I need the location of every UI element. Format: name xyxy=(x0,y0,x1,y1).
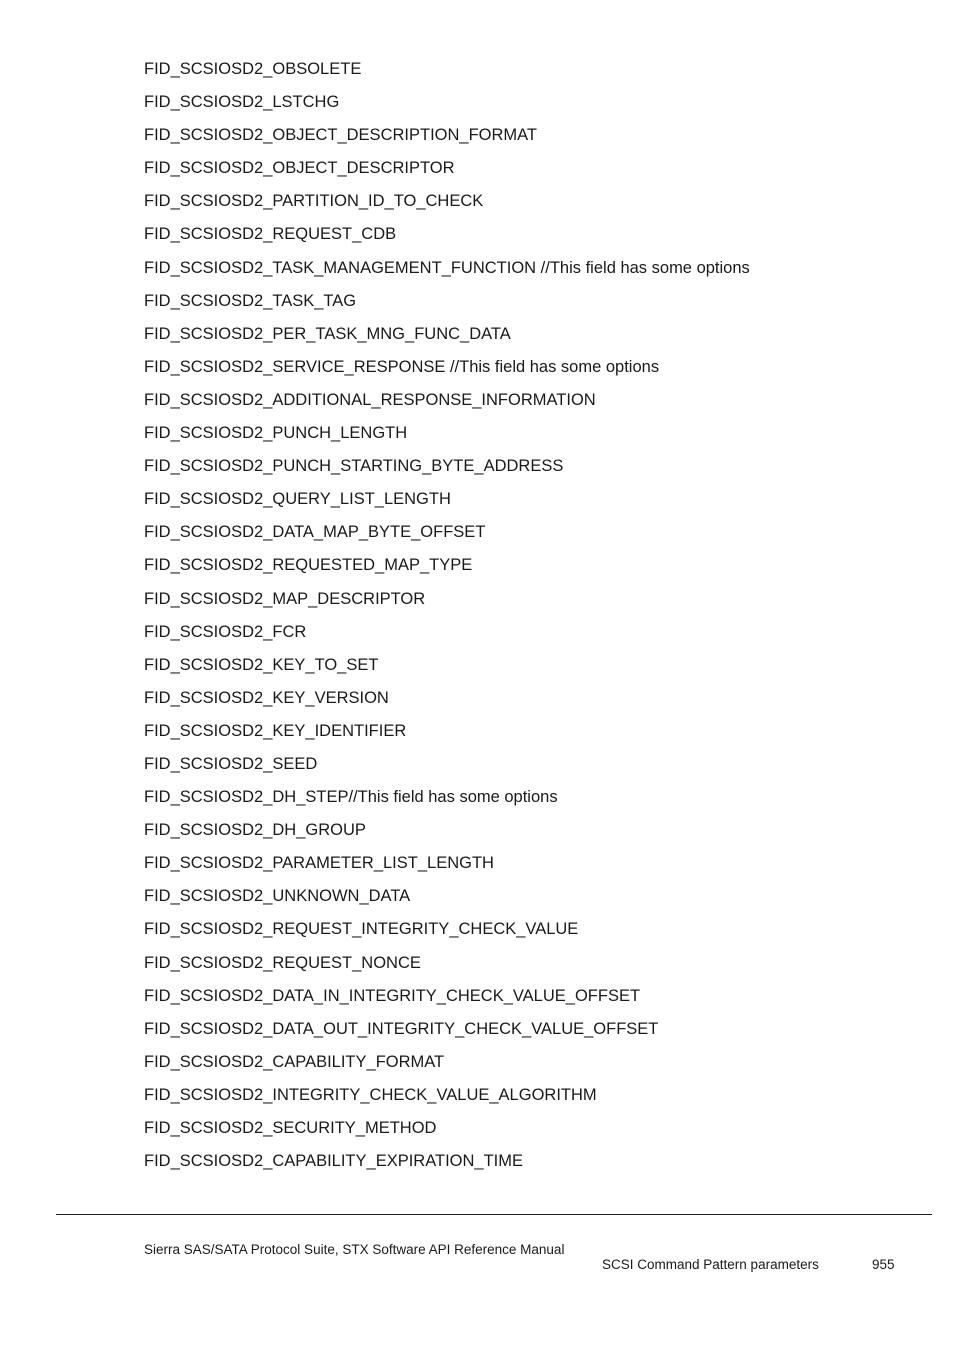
field-id-item: FID_SCSIOSD2_REQUEST_INTEGRITY_CHECK_VALUE xyxy=(144,920,579,939)
field-id-item: FID_SCSIOSD2_SEED xyxy=(144,754,318,773)
field-id-item: FID_SCSIOSD2_CAPABILITY_FORMAT xyxy=(144,1052,445,1071)
field-id-item: FID_SCSIOSD2_KEY_IDENTIFIER xyxy=(144,721,407,740)
field-id-list xyxy=(144,56,750,1181)
field-id-item: FID_SCSIOSD2_OBJECT_DESCRIPTOR xyxy=(144,159,455,178)
footer-page-number: 955 xyxy=(872,1257,895,1272)
field-id-item: FID_SCSIOSD2_INTEGRITY_CHECK_VALUE_ALGORITHM xyxy=(144,1085,597,1104)
field-id-item: FID_SCSIOSD2_REQUEST_NONCE xyxy=(144,953,421,972)
field-id-item: FID_SCSIOSD2_MAP_DESCRIPTOR xyxy=(144,589,426,608)
field-id-item: FID_SCSIOSD2_SECURITY_METHOD xyxy=(144,1119,437,1137)
field-id-item: FID_SCSIOSD2_OBJECT_DESCRIPTION_FORMAT xyxy=(144,126,538,145)
field-id-item: FID_SCSIOSD2_CAPABILITY_EXPIRATION_TIME xyxy=(144,1152,523,1171)
field-id-item: FID_SCSIOSD2_TASK_MANAGEMENT_FUNCTION //This field has some options xyxy=(144,258,750,277)
field-id-item: FID_SCSIOSD2_PARAMETER_LIST_LENGTH xyxy=(144,854,494,873)
field-id-item: FID_SCSIOSD2_REQUESTED_MAP_TYPE xyxy=(144,556,473,575)
field-id-item: FID_SCSIOSD2_DATA_OUT_INTEGRITY_CHECK_VALUE_OFFSET xyxy=(144,1019,659,1038)
footer-section-title: SCSI Command Pattern parameters xyxy=(602,1257,819,1272)
field-id-item: FID_SCSIOSD2_UNKNOWN_DATA xyxy=(144,887,411,906)
field-id-item: FID_SCSIOSD2_DATA_MAP_BYTE_OFFSET xyxy=(144,523,486,542)
field-id-item: FID_SCSIOSD2_PER_TASK_MNG_FUNC_DATA xyxy=(144,324,511,343)
field-id-item: FID_SCSIOSD2_DH_GROUP xyxy=(144,821,366,840)
field-id-item: FID_SCSIOSD2_SERVICE_RESPONSE //This field has some options xyxy=(144,357,660,376)
field-id-item: FID_SCSIOSD2_ADDITIONAL_RESPONSE_INFORMATION xyxy=(144,390,596,409)
footer-divider xyxy=(56,1214,932,1215)
field-id-item: FID_SCSIOSD2_LSTCHG xyxy=(144,93,340,112)
field-id-item: FID_SCSIOSD2_PUNCH_STARTING_BYTE_ADDRESS xyxy=(144,457,564,476)
field-id-item: FID_SCSIOSD2_OBSOLETE xyxy=(144,60,362,78)
field-id-item: FID_SCSIOSD2_PUNCH_LENGTH xyxy=(144,424,408,443)
field-id-item: FID_SCSIOSD2_DH_STEP//This field has some options xyxy=(144,788,558,807)
footer-manual-title: Sierra SAS/SATA Protocol Suite, STX Software API Reference Manual xyxy=(144,1242,565,1257)
field-id-item: FID_SCSIOSD2_TASK_TAG xyxy=(144,291,357,310)
field-id-item: FID_SCSIOSD2_FCR xyxy=(144,622,307,641)
field-id-item: FID_SCSIOSD2_DATA_IN_INTEGRITY_CHECK_VALUE_OFFSET xyxy=(144,986,641,1005)
field-id-item: FID_SCSIOSD2_QUERY_LIST_LENGTH xyxy=(144,490,451,509)
field-id-item: FID_SCSIOSD2_REQUEST_CDB xyxy=(144,225,397,244)
field-id-item: FID_SCSIOSD2_KEY_TO_SET xyxy=(144,655,379,674)
field-id-item: FID_SCSIOSD2_KEY_VERSION xyxy=(144,688,389,707)
field-id-item: FID_SCSIOSD2_PARTITION_ID_TO_CHECK xyxy=(144,192,484,211)
